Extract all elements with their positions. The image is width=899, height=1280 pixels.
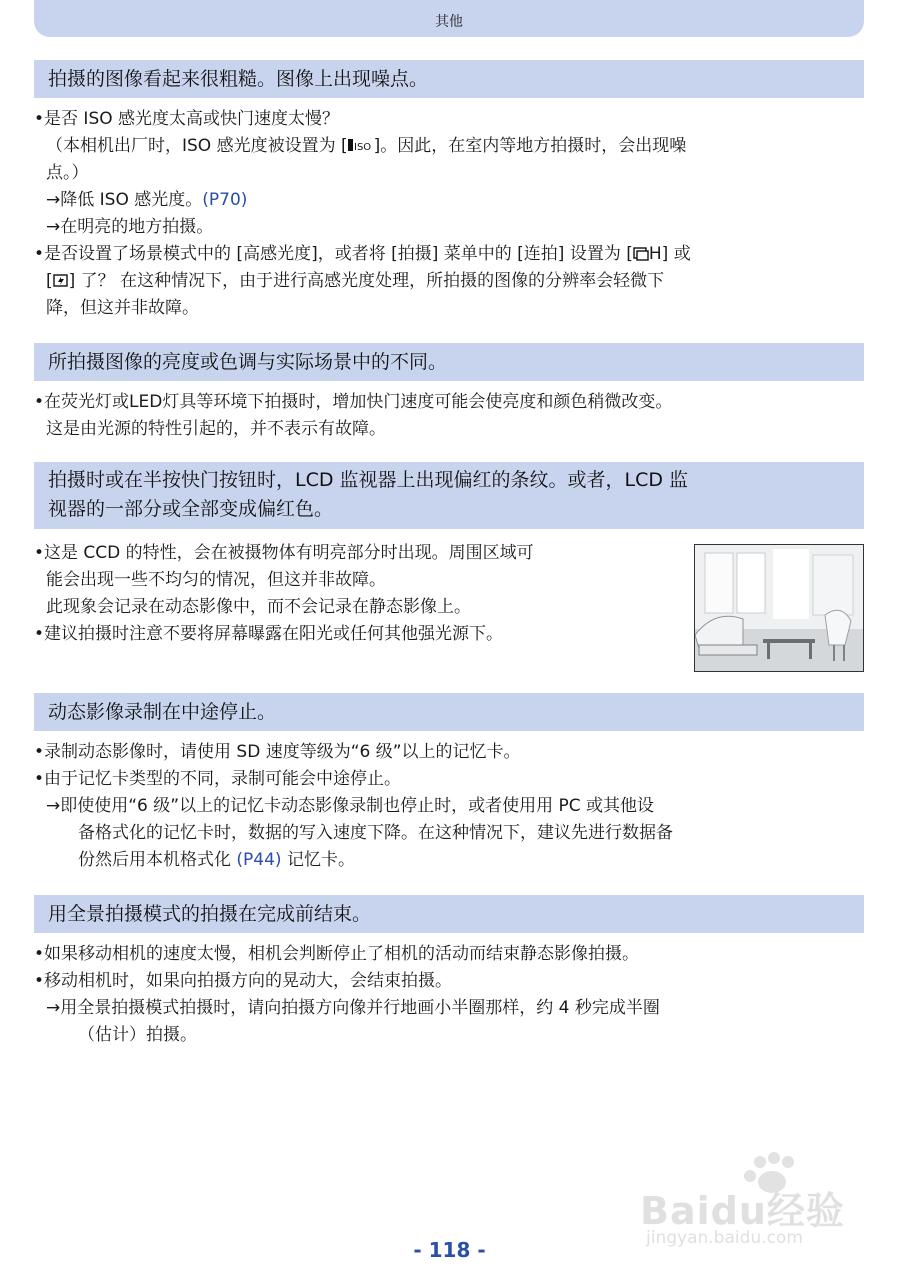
section-title-panorama: 用全景拍摄模式的拍摄在完成前结束。 [34, 895, 864, 933]
list-item: •是否设置了场景模式中的 [高感光度]，或者将 [拍摄] 菜单中的 [连拍] 设置为 [ H] 或 [34, 244, 691, 264]
flash-burst-icon [53, 271, 69, 291]
burst-high-icon [633, 244, 649, 264]
list-item: •在荧光灯或LED灯具等环境下拍摄时，增加快门速度可能会使亮度和颜色稍微改变。 [34, 392, 673, 412]
list-item: →用全景拍摄模式拍摄时，请向拍摄方向像并行地画小半圈那样，约 4 秒完成半圈 [46, 998, 660, 1018]
list-item: •移动相机时，如果向拍摄方向的晃动大，会结束拍摄。 [34, 971, 453, 991]
chapter-title: 其他 [435, 14, 463, 30]
list-item: 这是由光源的特性引起的，并不表示有故障。 [46, 419, 386, 439]
list-item: •由于记忆卡类型的不同，录制可能会中途停止。 [34, 769, 402, 789]
watermark-sub: jingyan.baidu.com [646, 1228, 803, 1248]
list-item: [ ] 了？ 在这种情况下，由于进行高感光度处理，所拍摄的图像的分辨率会轻微下 [46, 271, 665, 291]
list-item: •这是 CCD 的特性，会在被摄物体有明亮部分时出现。周围区域可 [34, 543, 534, 563]
list-item: 点。） [46, 163, 89, 183]
list-item: →降低 ISO 感光度。(P70) [46, 190, 248, 210]
page-link-p70[interactable]: (P70) [202, 190, 248, 210]
list-item: →在明亮的地方拍摄。 [46, 217, 214, 237]
list-item: 份然后用本机格式化 (P44) 记忆卡。 [78, 850, 355, 870]
list-item: 能会出现一些不均匀的情况，但这并非故障。 [46, 570, 386, 590]
section-title-noise: 拍摄的图像看起来很粗糙。图像上出现噪点。 [34, 60, 864, 98]
list-item: →即使使用“6 级”以上的记忆卡动态影像录制也停止时，或者使用用 PC 或其他设 [46, 796, 655, 816]
iso-auto-icon [348, 136, 374, 156]
list-item: •建议拍摄时注意不要将屏幕曝露在阳光或任何其他强光源下。 [34, 624, 504, 644]
page-number: - 118 - [413, 1238, 486, 1262]
list-item: 此现象会记录在动态影像中，而不会记录在静态影像上。 [46, 597, 471, 617]
list-item: 降，但这并非故障。 [46, 298, 199, 318]
list-item: （估计）拍摄。 [78, 1025, 197, 1045]
section-title-lcd: 拍摄时或在半按快门按钮时，LCD 监视器上出现偏红的条纹。或者，LCD 监 视器的一部分或全部变成偏红色。 [34, 462, 864, 529]
section-title-video-stop: 动态影像录制在中途停止。 [34, 693, 864, 731]
example-photo-room [694, 544, 864, 672]
list-item: （本相机出厂时，ISO 感光度被设置为 [ ISO ]。因此，在室内等地方拍摄时，会出现噪 [46, 136, 687, 156]
list-item: •是否 ISO 感光度太高或快门速度太慢？ [34, 109, 340, 129]
section-title-color: 所拍摄图像的亮度或色调与实际场景中的不同。 [34, 343, 864, 381]
chapter-tab [34, 0, 864, 37]
svg-text:ISO: ISO [353, 142, 371, 153]
list-item: •录制动态影像时，请使用 SD 速度等级为“6 级”以上的记忆卡。 [34, 742, 521, 762]
watermark-main: Baidu经验 [640, 1189, 845, 1233]
list-item: •如果移动相机的速度太慢，相机会判断停止了相机的活动而结束静态影像拍摄。 [34, 944, 640, 964]
list-item: 备格式化的记忆卡时，数据的写入速度下降。在这种情况下，建议先进行数据备 [78, 823, 673, 843]
page-link-p44[interactable]: (P44) [236, 850, 282, 870]
baidu-watermark [640, 1150, 870, 1250]
